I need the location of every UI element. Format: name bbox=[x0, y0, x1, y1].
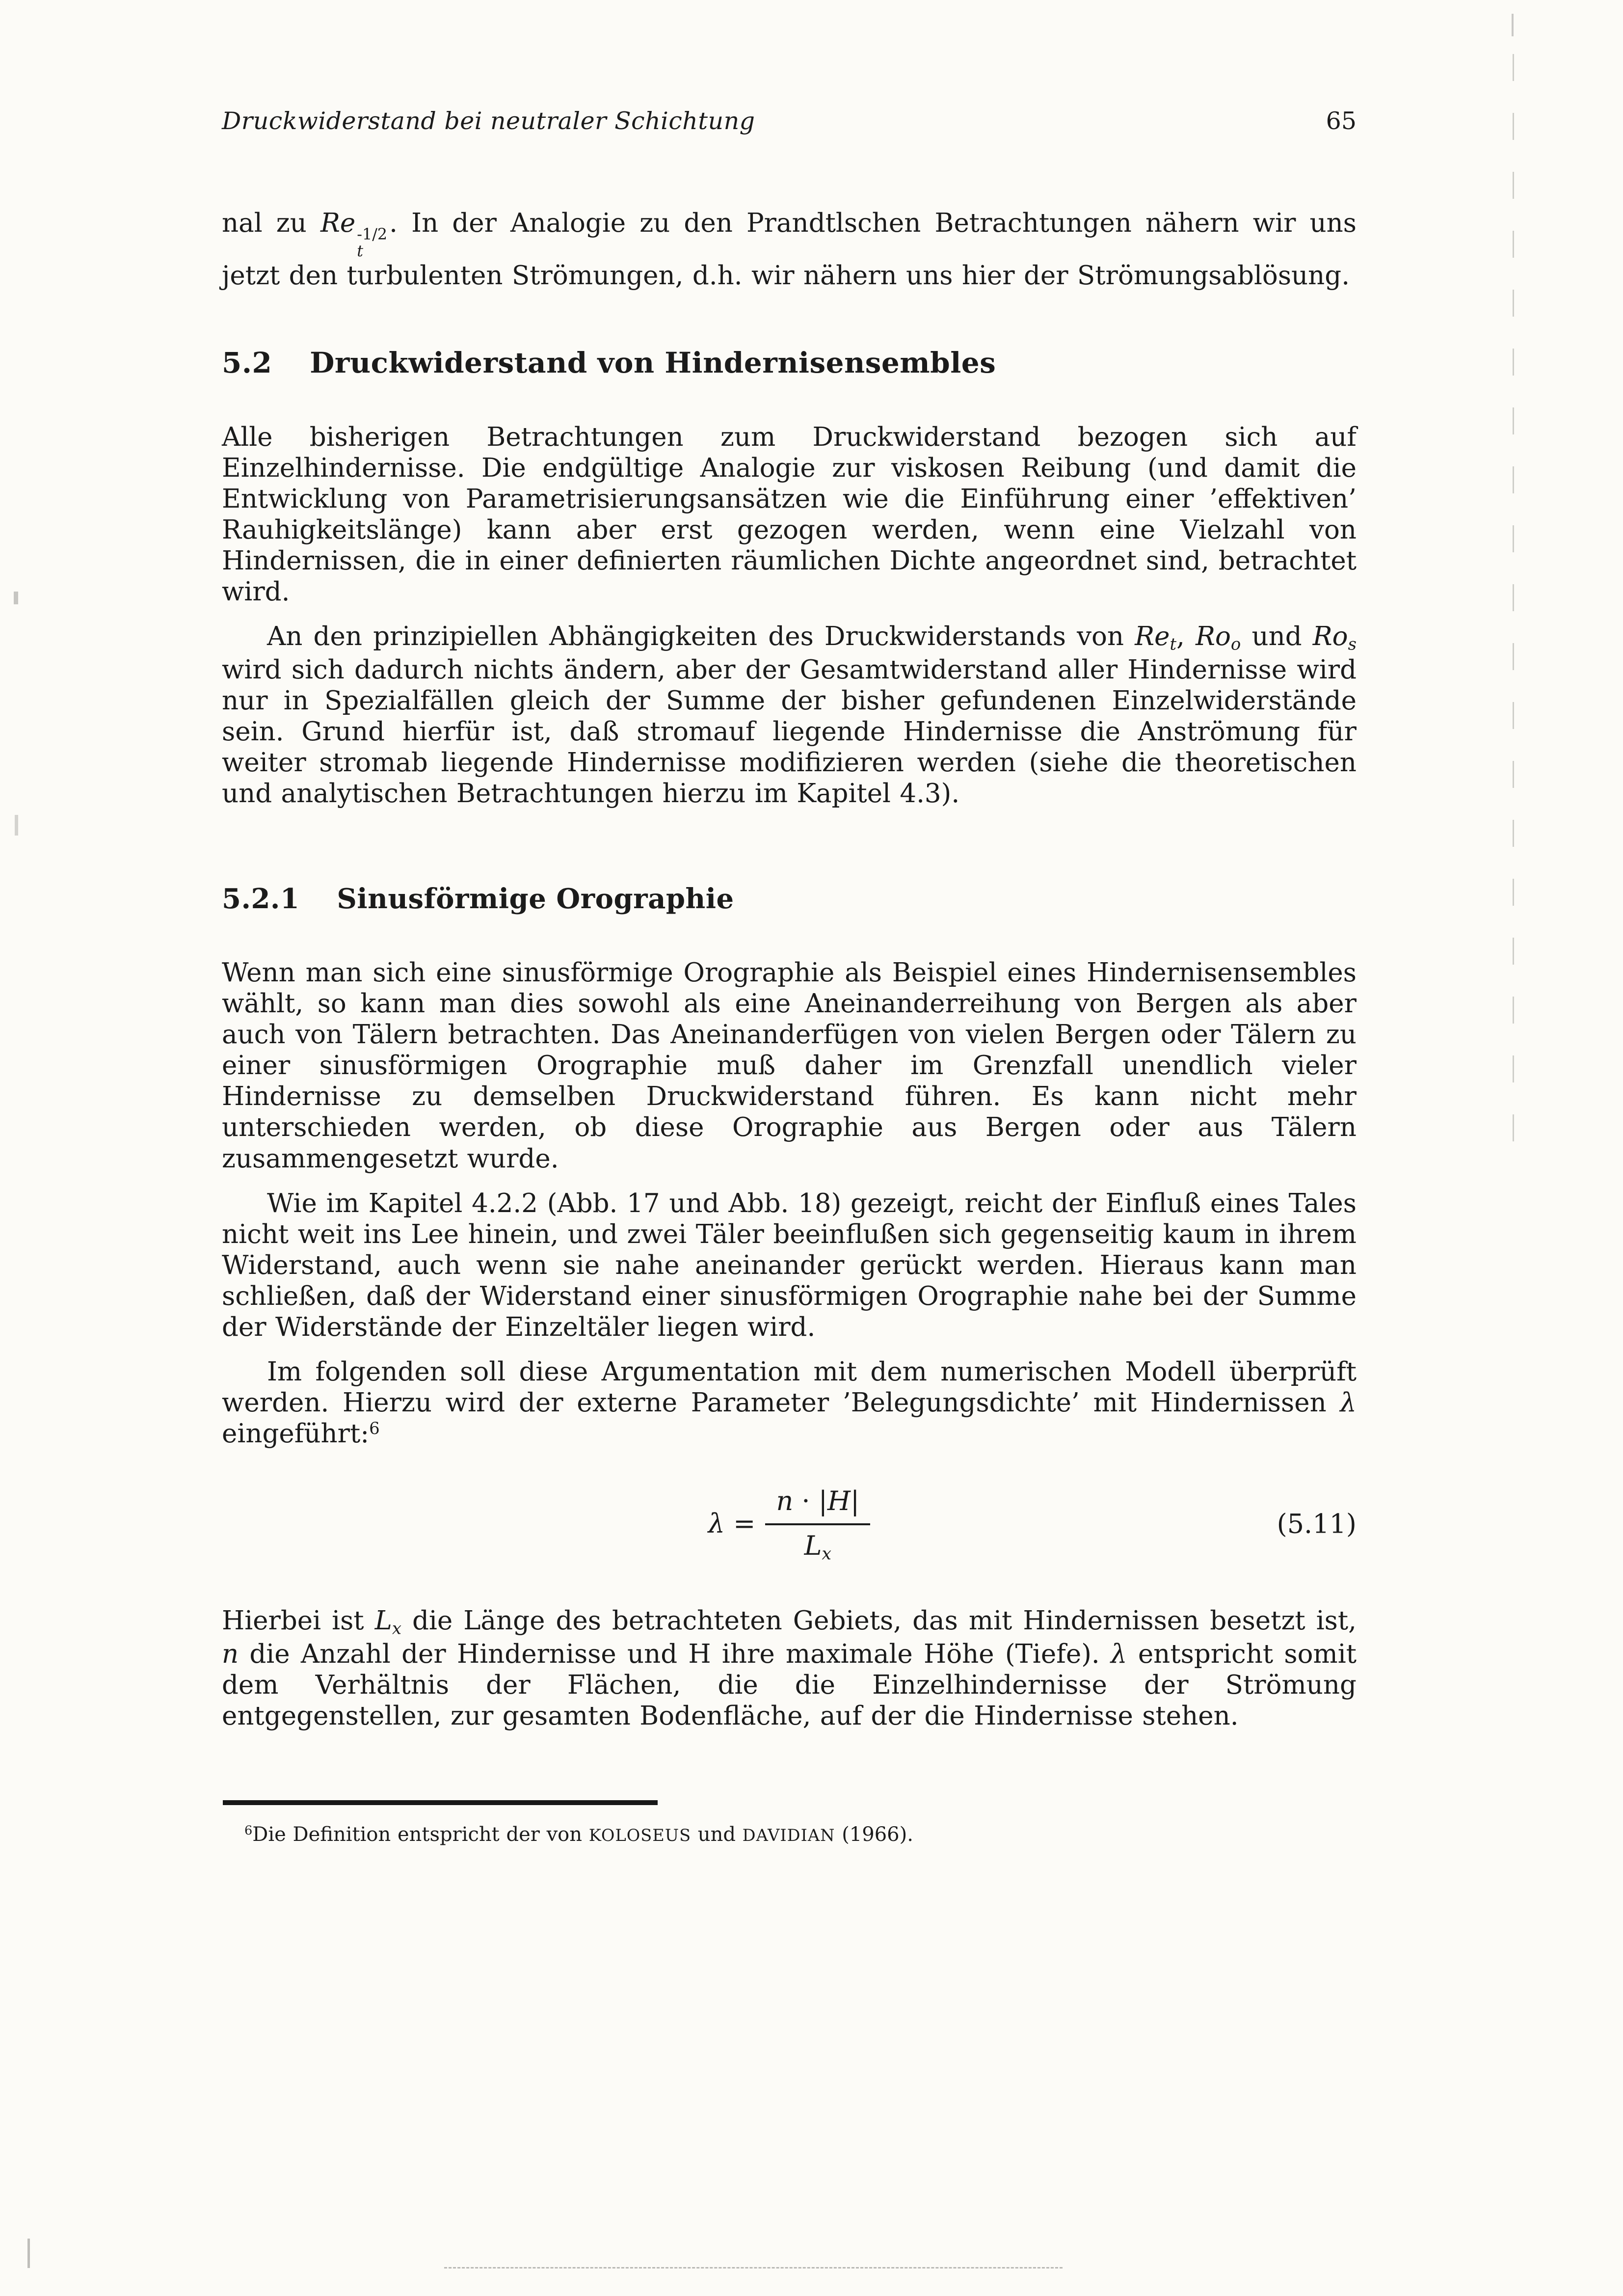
section-heading-5-2 bbox=[222, 346, 1357, 379]
scan-artifact-speck bbox=[14, 592, 18, 604]
subsection-number: 5.2.1 bbox=[222, 883, 300, 916]
paragraph: Wie im Kapitel 4.2.2 (Abb. 17 und Abb. 18) gezeigt, reicht der Einfluß eines Tales nicht weit ins Lee hinein, und zwei Täler beeinflußen sich gegenseitig kaum in ihrem Widerstand, auch wenn sie nahe aneinander gerückt werden. Hieraus kann man schließen, daß der Widerstand einer sinusförmigen Orographie nahe bei der Summe der Widerstände der Einzeltäler liegen wird. bbox=[222, 1188, 1357, 1342]
paragraph: Alle bisherigen Betrachtungen zum Druckwiderstand bezogen sich auf Einzelhindernisse. Die endgültige Analogie zur viskosen Reibung (und damit die Entwicklung von Parametrisierungsansätzen wie die Einführung einer ’effektiven’ Rauhigkeitslänge) kann aber erst gezogen werden, wenn eine Vielzahl von Hindernissen, die in einer definierten räumlichen Dichte angeordnet sind, betrachtet wird. bbox=[222, 422, 1357, 607]
running-title: Druckwiderstand bei neutraler Schichtung bbox=[222, 107, 755, 135]
fraction-denominator: Lx bbox=[804, 1530, 831, 1564]
subsection-title: Sinusförmige Orographie bbox=[337, 883, 734, 916]
footnote-rule bbox=[223, 1800, 658, 1805]
section-number: 5.2 bbox=[222, 346, 272, 379]
running-header bbox=[222, 107, 1357, 135]
paragraph: Wenn man sich eine sinusförmige Orographie als Beispiel eines Hindernisensembles wählt, so kann man dies sowohl als eine Aneinanderreihung von Bergen als aber auch von Tälern betrachten. Das Aneinanderfügen von vielen Bergen oder Tälern zu einer sinusförmigen Orographie muß daher im Grenzfall unendlich vieler Hindernisse zu demselben Druckwiderstand führen. Es kann nicht mehr unterschieden werden, ob diese Orographie aus Bergen oder aus Tälern zusammengesetzt wurde. bbox=[222, 958, 1357, 1174]
equation-lhs: λ = bbox=[708, 1508, 756, 1540]
scan-artifact-bottom-dashes bbox=[444, 2267, 1063, 2269]
paragraph: Hierbei ist Lx die Länge des betrachteten Gebiets, das mit Hindernissen besetzt ist, n die Anzahl der Hindernisse und H ihre maximale Höhe (Tiefe). λ entspricht somit dem Verhältnis der Flächen, die die Einzelhindernisse der Strömung entgegenstellen, zur gesamten Bodenfläche, auf der die Hindernisse stehen. bbox=[222, 1605, 1357, 1731]
equation-body bbox=[708, 1484, 870, 1564]
paragraph: Im folgenden soll diese Argumentation mit dem numerischen Modell überprüft werden. Hierzu wird der externe Parameter ’Belegungsdichte’ mit Hindernissen λ eingeführt:$^6$ bbox=[222, 1356, 1357, 1449]
subsection-heading-5-2-1 bbox=[222, 883, 1357, 915]
scan-artifact-tick bbox=[1512, 14, 1514, 36]
footnote-text: $^6$Die Definition entspricht der von KOLOSEUS und DAVIDIAN (1966). bbox=[244, 1823, 913, 1846]
paragraph-continuation: nal zu Re -1/2 t . In der Analogie zu den Prandtlschen Betrachtungen nähern wir uns jetzt den turbulenten Strömungen, d.h. wir nähern uns hier der Strömungsablösung. bbox=[222, 208, 1357, 291]
text-column bbox=[222, 107, 1357, 1848]
page-number: 65 bbox=[1326, 107, 1357, 135]
section-title: Druckwiderstand von Hindernisensembles bbox=[310, 346, 996, 379]
scan-artifact-right-edge-line bbox=[1513, 54, 1514, 1159]
scan-artifact-speck bbox=[15, 815, 18, 836]
scan-artifact-tick bbox=[27, 2239, 30, 2268]
fraction-numerator: n · |H| bbox=[765, 1484, 870, 1525]
fraction bbox=[765, 1484, 870, 1564]
page-body bbox=[222, 208, 1357, 1848]
equation-number: (5.11) bbox=[1277, 1508, 1357, 1540]
equation-5-11 bbox=[222, 1484, 1357, 1564]
footnote-area bbox=[222, 1800, 1357, 1848]
paragraph: An den prinzipiellen Abhängigkeiten des Druckwiderstands von Ret, Roo und Ros wird sich dadurch nichts ändern, aber der Gesamtwiderstand aller Hindernisse wird nur in Spezialfällen gleich der Summe der bisher gefundenen Einzelwiderstände sein. Grund hierfür ist, daß stromauf liegende Hindernisse die Anströmung für weiter stromab liegende Hindernisse modifizieren werden (siehe die theoretischen und analytischen Betrachtungen hierzu im Kapitel 4.3). bbox=[222, 621, 1357, 809]
